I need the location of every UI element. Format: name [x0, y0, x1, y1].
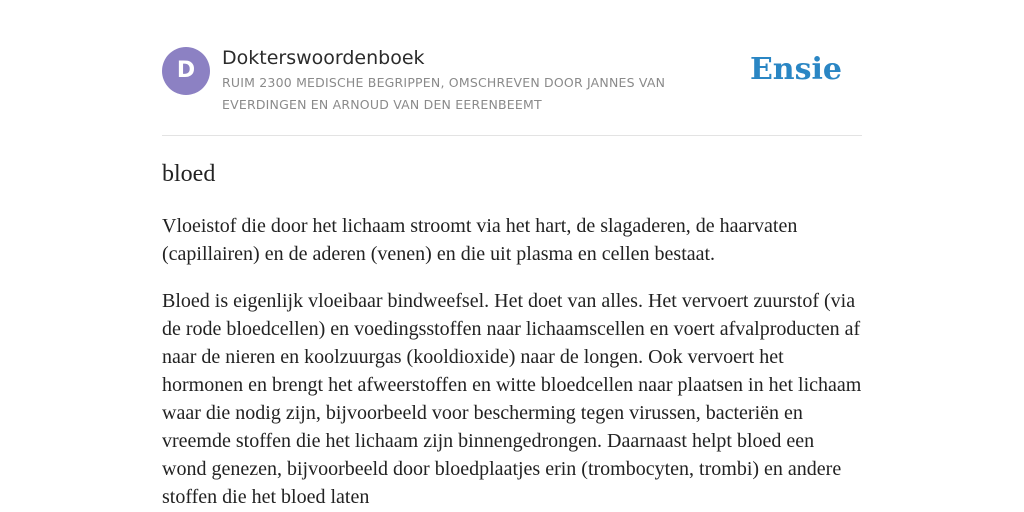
dictionary-title[interactable]: Dokterswoordenboek [222, 47, 425, 69]
article [162, 158, 862, 511]
dictionary-avatar[interactable]: D [162, 47, 210, 95]
ensie-logo-link[interactable]: Ensie [749, 52, 842, 87]
term-title: bloed [162, 161, 216, 187]
dictionary-subtitle: RUIM 2300 MEDISCHE BEGRIPPEN, OMSCHREVEN DOOR JANNES VAN EVERDINGEN EN ARNOUD VAN DEN EERENBEEMT [222, 75, 666, 112]
body-paragraph: Bloed is eigenlijk vloeibaar bindweefsel. Het doet van alles. Het vervoert zuurstof (via de rode bloedcellen) en voedingsstoffen naar lichaamscellen en voert afvalproducten af naar de nieren en koolzuurgas (kooldioxide) naar de longen. Ook vervoert het hormonen en brengt het afweerstoffen en witte bloedcellen naar plaatsen in het lichaam waar die nodig zijn, bijvoorbeeld voor bescherming tegen virussen, bacteriën en vreemde stoffen die het lichaam zijn binnengedrongen. Daarnaast helpt bloed een wond genezen, bijvoorbeeld door bloedplaatjes erin (trombocyten, trombi) en andere stoffen die het bloed laten [162, 290, 862, 508]
dictionary-header [162, 47, 862, 135]
header-divider [162, 135, 862, 136]
definition-paragraph: Vloeistof die door het lichaam stroomt via het hart, de slagaderen, de haarvaten (capillairen) en de aderen (venen) en die uit plasma en cellen bestaat. [162, 215, 798, 265]
